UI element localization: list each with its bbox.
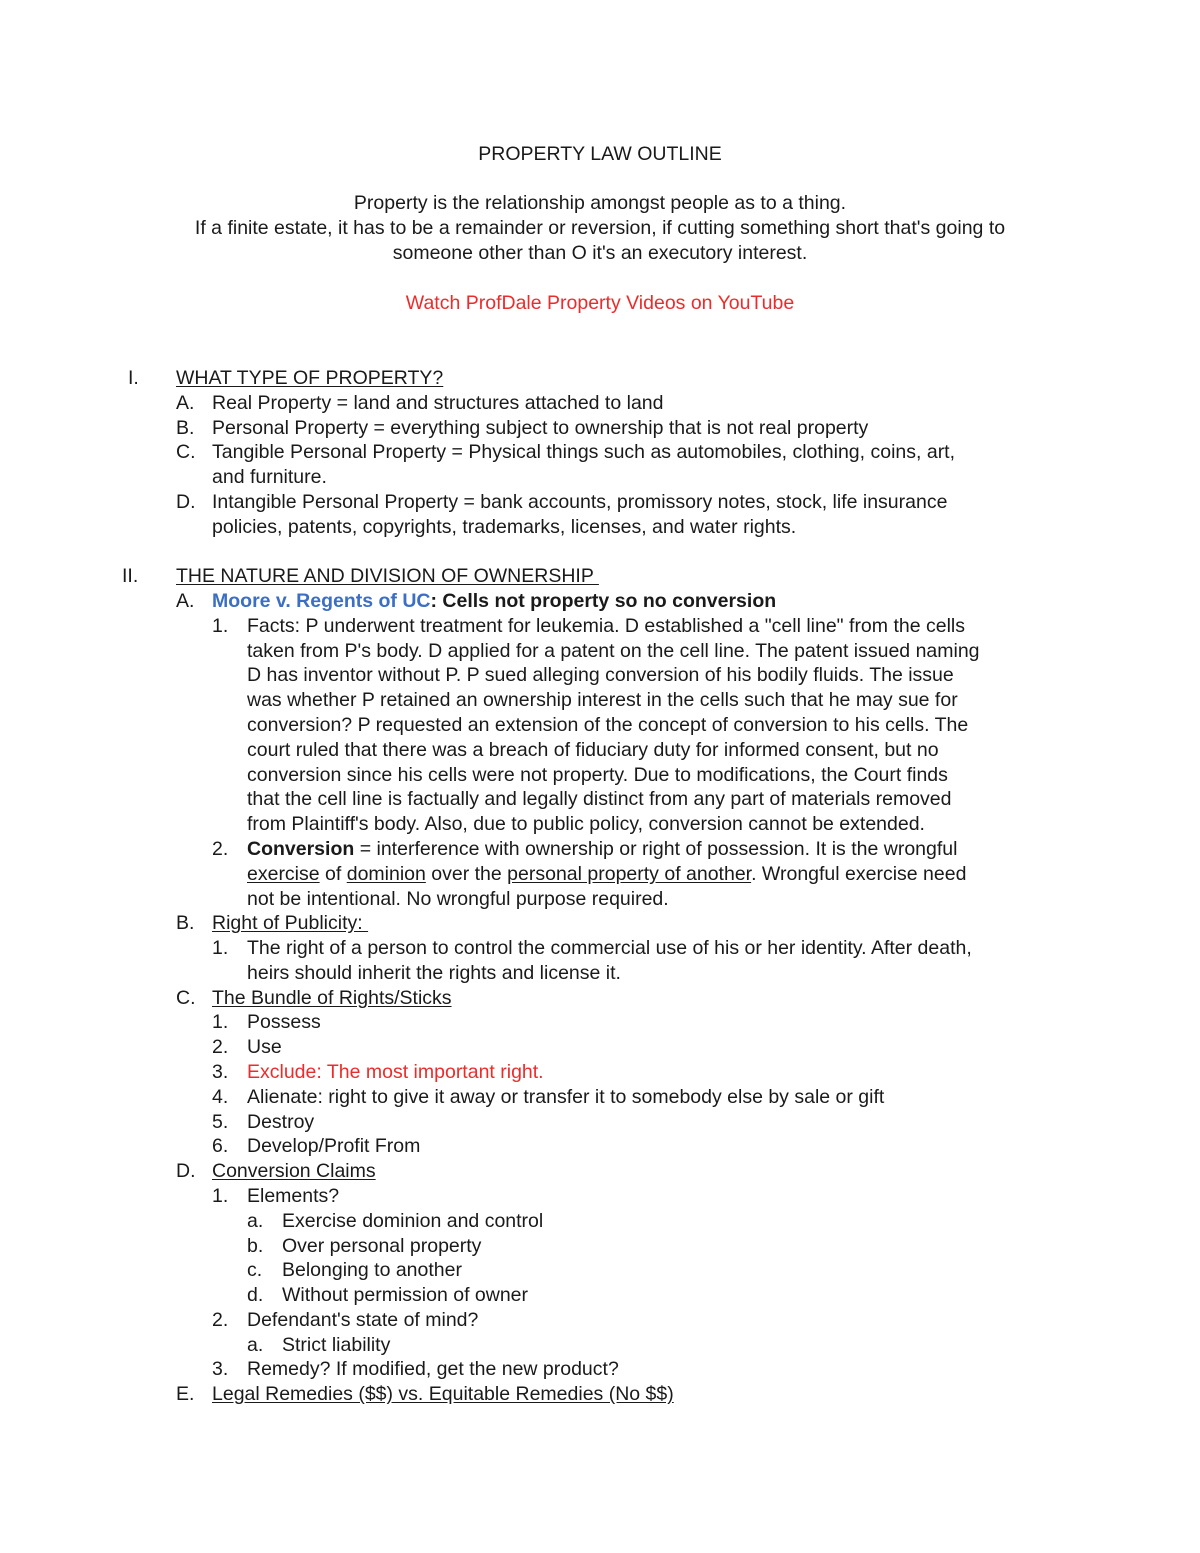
of-text: of <box>319 863 347 885</box>
bundle-item-text: Alienate: right to give it away or transfer it to somebody else by sale or gift <box>247 1086 885 1108</box>
moore-case-line <box>212 589 776 614</box>
bundle-item-text: Use <box>247 1036 282 1058</box>
bundle-item-marker: 3. <box>212 1061 229 1083</box>
bundle-item-text: Develop/Profit From <box>247 1135 421 1157</box>
facts-line-4: was whether P retained an ownership interest in the cells such that he may sue for <box>247 689 958 711</box>
section-2-e-marker: E. <box>176 1383 195 1405</box>
section-1-c-marker: C. <box>176 441 196 463</box>
conversion-line-1 <box>247 837 957 862</box>
section-2-numeral: II. <box>122 565 139 587</box>
personal-property-term: personal property of another <box>507 863 752 885</box>
section-2-heading: THE NATURE AND DIVISION OF OWNERSHIP <box>176 565 599 587</box>
element-sub-text: Over personal property <box>282 1235 482 1257</box>
youtube-link-text: Watch ProfDale Property Videos on YouTube <box>405 292 795 314</box>
section-1-b-text: Personal Property = everything subject to ownership that is not real property <box>212 417 869 439</box>
conversion-term: Conversion <box>247 838 355 860</box>
section-1-a-text: Real Property = land and structures attached to land <box>212 392 664 414</box>
remedy-text: Remedy? If modified, get the new product? <box>247 1358 619 1380</box>
section-2-d-marker: D. <box>176 1160 196 1182</box>
conversion-rest: . Wrongful exercise need <box>751 863 967 885</box>
section-1-d-line-2: policies, patents, copyrights, trademarks, licenses, and water rights. <box>212 516 797 538</box>
section-1-b-marker: B. <box>176 417 195 439</box>
section-1-heading: WHAT TYPE OF PROPERTY? <box>176 367 444 389</box>
bundle-item-marker: 4. <box>212 1086 229 1108</box>
bundle-item-text: Destroy <box>247 1111 315 1133</box>
section-2-a-marker: A. <box>176 590 195 612</box>
section-1-d-marker: D. <box>176 491 196 513</box>
conversion-def: = interference with ownership or right of possession. It is the wrongful <box>354 838 958 860</box>
element-sub-marker: c. <box>247 1259 263 1281</box>
section-1-c-line-2: and furniture. <box>212 466 327 488</box>
element-sub-marker: a. <box>247 1210 264 1232</box>
strict-liability-marker: a. <box>247 1334 264 1356</box>
publicity-item-marker: 1. <box>212 937 229 959</box>
elements-marker: 1. <box>212 1185 229 1207</box>
facts-line-1: Facts: P underwent treatment for leukemia. D established a "cell line" from the cells <box>247 615 965 637</box>
bundle-heading: The Bundle of Rights/Sticks <box>212 987 452 1009</box>
conversion-marker: 2. <box>212 838 229 860</box>
document-title: PROPERTY LAW OUTLINE <box>478 143 722 165</box>
bundle-item-marker: 1. <box>212 1011 229 1033</box>
element-sub-text: Belonging to another <box>282 1259 462 1281</box>
section-1-c-line-1: Tangible Personal Property = Physical things such as automobiles, clothing, coins, art, <box>212 441 956 463</box>
facts-line-3: D has inventor without P. P sued alleging conversion of his bodily fluids. The issue <box>247 664 954 686</box>
intro-line-2: If a finite estate, it has to be a remainder or reversion, if cutting something short that's going to <box>194 217 1006 239</box>
facts-line-9: from Plaintiff's body. Also, due to public policy, conversion cannot be extended. <box>247 813 925 835</box>
bundle-item-marker: 5. <box>212 1111 229 1133</box>
strict-liability-text: Strict liability <box>282 1334 391 1356</box>
element-sub-text: Without permission of owner <box>282 1284 529 1306</box>
bundle-item-text: Possess <box>247 1011 321 1033</box>
elements-text: Elements? <box>247 1185 340 1207</box>
section-1-numeral: I. <box>128 367 139 389</box>
remedy-marker: 3. <box>212 1358 229 1380</box>
exercise-term: exercise <box>247 863 320 885</box>
publicity-line-2: heirs should inherit the rights and license it. <box>247 962 621 984</box>
element-sub-marker: b. <box>247 1235 264 1257</box>
section-2-b-marker: B. <box>176 912 195 934</box>
element-sub-text: Exercise dominion and control <box>282 1210 544 1232</box>
facts-line-5: conversion? P requested an extension of the concept of conversion to his cells. The <box>247 714 969 736</box>
remedies-heading: Legal Remedies ($$) vs. Equitable Remedies (No $$) <box>212 1383 674 1405</box>
publicity-line-1: The right of a person to control the commercial use of his or her identity. After death, <box>247 937 972 959</box>
section-1-d-line-1: Intangible Personal Property = bank accounts, promissory notes, stock, life insurance <box>212 491 948 513</box>
conversion-line-3: not be intentional. No wrongful purpose required. <box>247 888 669 910</box>
facts-line-7: conversion since his cells were not property. Due to modifications, the Court finds <box>247 764 948 786</box>
over-text: over the <box>425 863 508 885</box>
intro-line-1: Property is the relationship amongst people as to a thing. <box>353 192 847 214</box>
facts-line-2: taken from P's body. D applied for a patent on the cell line. The patent issued naming <box>247 640 980 662</box>
conversion-line-2 <box>247 862 966 887</box>
state-of-mind-text: Defendant's state of mind? <box>247 1309 479 1331</box>
facts-marker: 1. <box>212 615 229 637</box>
intro-line-3: someone other than O it's an executory interest. <box>392 242 808 264</box>
publicity-heading: Right of Publicity: <box>212 912 369 934</box>
bundle-item-marker: 2. <box>212 1036 229 1058</box>
element-sub-marker: d. <box>247 1284 264 1306</box>
bundle-item-marker: 6. <box>212 1135 229 1157</box>
facts-line-8: that the cell line is factually and legally distinct from any part of materials removed <box>247 788 952 810</box>
conversion-claims-heading: Conversion Claims <box>212 1160 376 1182</box>
moore-holding: Cells not property so no conversion <box>437 590 777 612</box>
section-2-c-marker: C. <box>176 987 196 1009</box>
section-1-a-marker: A. <box>176 392 195 414</box>
moore-colon: : <box>430 590 437 612</box>
facts-line-6: court ruled that there was a breach of fiduciary duty for informed consent, but no <box>247 739 939 761</box>
moore-case-name: Moore v. Regents of UC <box>212 590 431 612</box>
state-of-mind-marker: 2. <box>212 1309 229 1331</box>
dominion-term: dominion <box>346 863 426 885</box>
bundle-item-text-exclude: Exclude: The most important right. <box>247 1061 544 1083</box>
